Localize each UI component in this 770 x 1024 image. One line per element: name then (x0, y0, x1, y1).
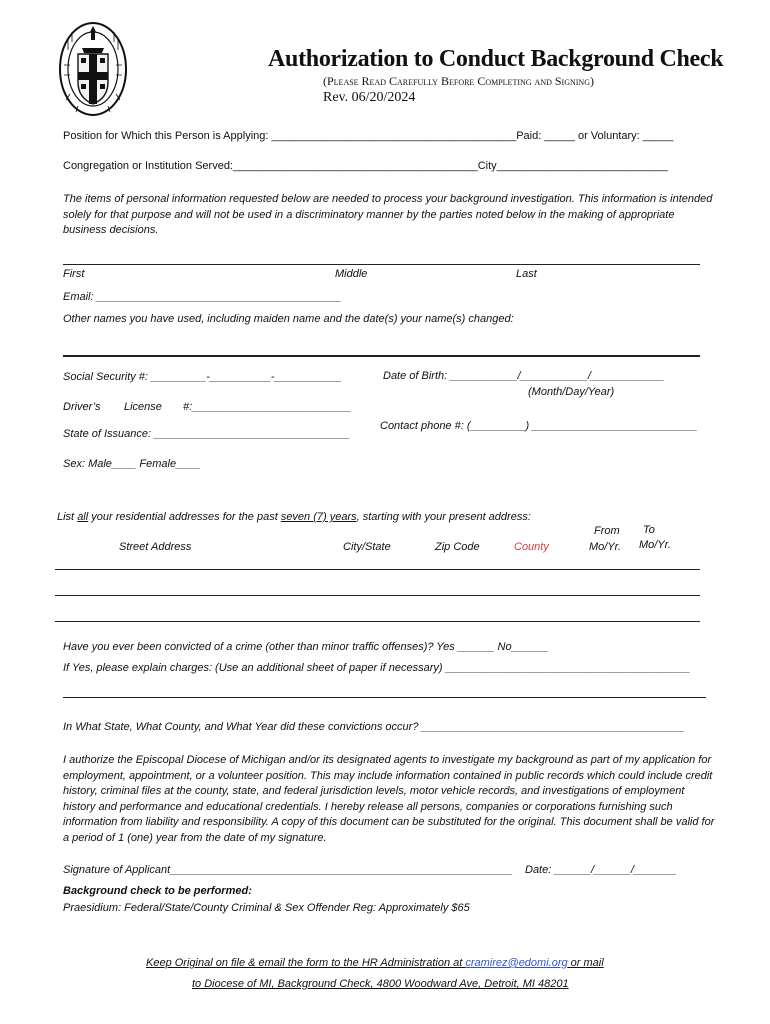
congregation-field[interactable]: Congregation or Institution Served:________________________________________City____________________________ (63, 160, 668, 172)
col-zip-code: Zip Code (435, 541, 480, 553)
contact-phone-field[interactable]: Contact phone #: (_________) ___________________________ (380, 420, 698, 432)
footer-line-1: Keep Original on file & email the form to the HR Administration at cramirez@edomi.org or mail (146, 957, 604, 969)
col-county: County (514, 541, 549, 553)
footer-line-2: to Diocese of MI, Background Check, 4800 Woodward Ave, Detroit, MI 48201 (192, 978, 569, 990)
other-names-label: Other names you have used, including maiden name and the date(s) your name(s) changed: (63, 313, 514, 325)
conviction-explain-line[interactable] (63, 697, 706, 698)
address-line[interactable] (55, 595, 700, 596)
sex-field[interactable]: Sex: Male____ Female____ (63, 458, 201, 470)
license-number-field[interactable]: #:__________________________ (183, 401, 352, 413)
name-line[interactable] (63, 264, 700, 265)
conviction-question[interactable]: Have you ever been convicted of a crime (other than minor traffic offenses)? Yes ______ No______ (63, 641, 549, 653)
page-title: Authorization to Conduct Background Check (268, 46, 724, 72)
signature-field[interactable]: Signature of Applicant________________________________________________________ (63, 864, 513, 876)
revision-date: Rev. 06/20/2024 (323, 90, 416, 105)
check-detail: Praesidium: Federal/State/County Criminal & Sex Offender Reg: Approximately $65 (63, 902, 470, 914)
drivers-label: Driver’s (63, 401, 101, 413)
conviction-explain-field[interactable]: If Yes, please explain charges: (Use an additional sheet of paper if necessary) ________________________________________ (63, 662, 691, 674)
addresses-intro: List all your residential addresses for the past seven (7) years, starting with your present address: (57, 511, 531, 523)
col-city-state: City/State (343, 541, 391, 553)
address-line[interactable] (55, 569, 700, 570)
state-issuance-field[interactable]: State of Issuance: ________________________________ (63, 428, 350, 440)
address-line[interactable] (55, 621, 700, 622)
dob-field[interactable]: Date of Birth: ___________/___________/____________ (383, 370, 665, 382)
dob-format-hint: (Month/Day/Year) (528, 386, 615, 398)
col-from-label: From (594, 525, 620, 537)
date-field[interactable]: Date: ______/______/_______ (525, 864, 677, 876)
name-first-label: First (63, 268, 85, 280)
subtitle: (Please Read Carefully Before Completing and Signing) (323, 74, 594, 88)
col-street-address: Street Address (119, 541, 192, 553)
other-names-line[interactable] (63, 355, 700, 357)
name-last-label: Last (516, 268, 537, 280)
license-label: License (124, 401, 162, 413)
diocese-seal-logo (58, 20, 128, 118)
name-middle-label: Middle (335, 268, 368, 280)
check-heading: Background check to be performed: (63, 885, 252, 897)
intro-paragraph: The items of personal information requested below are needed to process your background investigation. This information is intended solely for that purpose and will not be used in a discriminatory manner by the parties noted below in the making of appropriate business decisions. (63, 193, 713, 237)
position-field[interactable]: Position for Which this Person is Applying: ________________________________________Paid: _____ or Voluntary: _____ (63, 130, 674, 142)
hr-email-link[interactable]: cramirez@edomi.org (465, 957, 568, 969)
col-to-label: To (643, 524, 655, 536)
conviction-where-field[interactable]: In What State, What County, and What Year did these convictions occur? ___________________________________________ (63, 721, 685, 733)
ssn-field[interactable]: Social Security #: _________-__________-___________ (63, 371, 342, 383)
email-field[interactable]: Email: ________________________________________ (63, 291, 342, 303)
col-from-format: Mo/Yr. (589, 541, 621, 553)
col-to-format: Mo/Yr. (639, 539, 671, 551)
authorization-paragraph: I authorize the Episcopal Diocese of Michigan and/or its designated agents to investigate my background as part of my application for employment, appointment, or a volunteer position. This may include information contained in public records which could include credit history, criminal files at the county, state, and federal jurisdiction levels, motor vehicle records, and investigations of employment history and performance and educational credentials. I hereby release all persons, companies or corporations furnishing such information from liability and responsibility. A copy of this document can be substituted for the original. This document shall be valid for a period of 1 (one) year from the date of my signature. (63, 754, 715, 844)
